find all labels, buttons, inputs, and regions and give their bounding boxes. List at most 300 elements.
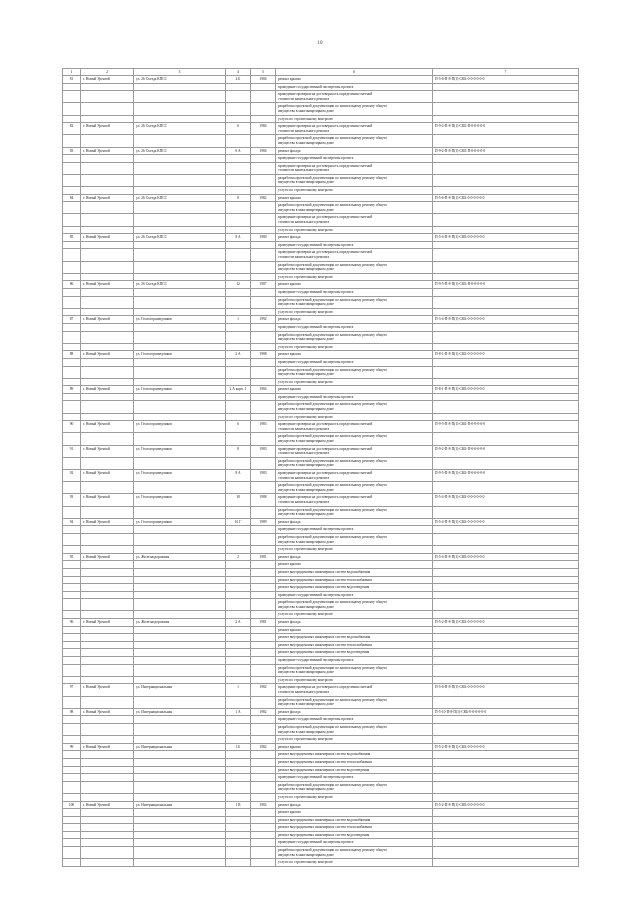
- empty-cell: [433, 413, 579, 421]
- empty-cell: [63, 533, 81, 545]
- empty-cell: [81, 413, 134, 421]
- empty-cell: [433, 433, 579, 445]
- empty-cell: [226, 831, 251, 839]
- work-type-cell: ремонт крыши: [276, 743, 433, 751]
- work-type-cell: услуги по строительному контролю: [276, 343, 433, 351]
- empty-cell: [134, 226, 226, 234]
- empty-cell: [226, 506, 251, 518]
- work-type-cell: услуги по строительному контролю: [276, 859, 433, 867]
- empty-cell: [63, 482, 81, 494]
- year-cell: 1989: [251, 518, 276, 526]
- empty-cell: [251, 433, 276, 445]
- empty-cell: [134, 676, 226, 684]
- empty-cell: [63, 401, 81, 413]
- empty-cell: [134, 331, 226, 343]
- table-subrow: [63, 774, 579, 782]
- table-subrow: [63, 716, 579, 724]
- work-type-cell: проведение государственной экспертизы проекта: [276, 526, 433, 534]
- work-type-cell: разработка проектной документации по капитальному ремонту общего имущества в многоквартирном доме: [276, 261, 433, 273]
- empty-cell: [81, 308, 134, 316]
- empty-cell: [433, 241, 579, 249]
- empty-cell: [63, 115, 81, 123]
- year-cell: 1992: [251, 316, 276, 324]
- empty-cell: [226, 676, 251, 684]
- empty-cell: [81, 103, 134, 115]
- work-type-cell: проведение государственной экспертизы проекта: [276, 591, 433, 599]
- empty-cell: [226, 103, 251, 115]
- table-subrow: [63, 155, 579, 163]
- empty-cell: [226, 288, 251, 296]
- empty-cell: [63, 91, 81, 103]
- empty-cell: [226, 115, 251, 123]
- empty-cell: [134, 187, 226, 195]
- empty-cell: [226, 308, 251, 316]
- empty-cell: [226, 241, 251, 249]
- work-type-cell: проведение государственной экспертизы проекта: [276, 716, 433, 724]
- empty-cell: [134, 591, 226, 599]
- work-type-cell: разработка проектной документации по капитальному ремонту общего имущества в многоквартирном доме: [276, 723, 433, 735]
- empty-cell: [81, 696, 134, 708]
- table-subrow: [63, 599, 579, 611]
- empty-cell: [433, 824, 579, 832]
- city-cell: г. Новый Уренгой: [81, 421, 134, 433]
- empty-cell: [81, 506, 134, 518]
- empty-cell: [134, 91, 226, 103]
- empty-cell: [251, 758, 276, 766]
- empty-cell: [134, 546, 226, 554]
- empty-cell: [134, 103, 226, 115]
- code-cell: П-5-2-П-8-П(1)-СКБ-0-0-0-0-0-0: [433, 801, 579, 809]
- empty-cell: [226, 641, 251, 649]
- empty-cell: [433, 591, 579, 599]
- empty-cell: [134, 568, 226, 576]
- empty-cell: [134, 824, 226, 832]
- year-cell: 1982: [251, 801, 276, 809]
- empty-cell: [251, 716, 276, 724]
- table-subrow: [63, 839, 579, 847]
- work-type-cell: услуги по строительному контролю: [276, 793, 433, 801]
- year-cell: 1984: [251, 386, 276, 394]
- work-type-cell: проведение государственной экспертизы проекта: [276, 839, 433, 847]
- table-subrow: [63, 162, 579, 174]
- empty-cell: [433, 331, 579, 343]
- empty-cell: [226, 366, 251, 378]
- empty-cell: [81, 758, 134, 766]
- empty-cell: [251, 561, 276, 569]
- empty-cell: [433, 343, 579, 351]
- empty-cell: [63, 331, 81, 343]
- code-cell: П-5-6-П-8-П(1)-СКБ-0-0-0-0-0-0: [433, 194, 579, 202]
- row-number-cell: 100: [63, 801, 81, 809]
- table-subrow: [63, 393, 579, 401]
- empty-cell: [226, 758, 251, 766]
- empty-cell: [251, 611, 276, 619]
- empty-cell: [433, 751, 579, 759]
- house-number-cell: 1: [226, 316, 251, 324]
- empty-cell: [63, 249, 81, 261]
- table-row: [63, 470, 579, 482]
- empty-cell: [134, 162, 226, 174]
- empty-cell: [251, 366, 276, 378]
- table-row: [63, 445, 579, 457]
- table-row: [63, 494, 579, 506]
- empty-cell: [81, 366, 134, 378]
- empty-cell: [226, 751, 251, 759]
- table-subrow: [63, 308, 579, 316]
- empty-cell: [134, 296, 226, 308]
- table-subrow: [63, 366, 579, 378]
- house-number-cell: 1 В: [226, 801, 251, 809]
- empty-cell: [433, 506, 579, 518]
- empty-cell: [433, 533, 579, 545]
- work-type-cell: услуги по строительному контролю: [276, 187, 433, 195]
- empty-cell: [134, 174, 226, 186]
- column-header: 4: [226, 69, 251, 76]
- empty-cell: [433, 809, 579, 817]
- work-type-cell: проведение проверки на достоверность определения сметной стоимости капитального ремонта: [276, 421, 433, 433]
- empty-cell: [251, 723, 276, 735]
- empty-cell: [63, 323, 81, 331]
- empty-cell: [433, 831, 579, 839]
- work-type-cell: ремонт фасада: [276, 553, 433, 561]
- empty-cell: [433, 526, 579, 534]
- empty-cell: [433, 611, 579, 619]
- city-cell: г. Новый Уренгой: [81, 281, 134, 289]
- work-type-cell: услуги по строительному контролю: [276, 676, 433, 684]
- empty-cell: [134, 358, 226, 366]
- work-type-cell: проведение государственной экспертизы проекта: [276, 774, 433, 782]
- work-type-cell: ремонт внутридомовых инженерных систем водоснабжения: [276, 634, 433, 642]
- table-subrow: [63, 847, 579, 859]
- empty-cell: [63, 816, 81, 824]
- empty-cell: [63, 657, 81, 665]
- year-cell: 1984: [251, 147, 276, 155]
- row-number-cell: 89: [63, 386, 81, 394]
- city-cell: г. Новый Уренгой: [81, 194, 134, 202]
- empty-cell: [251, 657, 276, 665]
- empty-cell: [81, 657, 134, 665]
- empty-cell: [251, 824, 276, 832]
- work-type-cell: ремонт внутридомовых инженерных систем водоотведения: [276, 766, 433, 774]
- empty-cell: [226, 599, 251, 611]
- empty-cell: [433, 758, 579, 766]
- work-type-cell: услуги по строительному контролю: [276, 611, 433, 619]
- empty-cell: [63, 83, 81, 91]
- empty-cell: [134, 482, 226, 494]
- work-type-cell: ремонт фасада: [276, 518, 433, 526]
- work-type-cell: ремонт внутридомовых инженерных систем водоотведения: [276, 584, 433, 592]
- code-cell: П-8-1-П-8-П(1)-СКБ-0-0-0-0-0-0: [433, 386, 579, 394]
- empty-cell: [251, 413, 276, 421]
- table-subrow: [63, 611, 579, 619]
- empty-cell: [226, 649, 251, 657]
- table-row: [63, 743, 579, 751]
- empty-cell: [226, 766, 251, 774]
- empty-cell: [433, 793, 579, 801]
- empty-cell: [63, 793, 81, 801]
- empty-cell: [433, 847, 579, 859]
- year-cell: 1983: [251, 421, 276, 433]
- empty-cell: [63, 546, 81, 554]
- work-type-cell: проведение проверки на достоверность определения сметной стоимости капитального ремонта: [276, 684, 433, 696]
- empty-cell: [134, 214, 226, 226]
- table-subrow: [63, 824, 579, 832]
- table-subrow: [63, 526, 579, 534]
- row-number-cell: 99: [63, 743, 81, 751]
- work-type-cell: разработка проектной документации по капитальному ремонту общего имущества в многоквартирном доме: [276, 331, 433, 343]
- table-subrow: [63, 736, 579, 744]
- empty-cell: [63, 241, 81, 249]
- street-cell: ул. 26 Съезда КПСС: [134, 281, 226, 289]
- table-subrow: [63, 561, 579, 569]
- empty-cell: [81, 847, 134, 859]
- empty-cell: [226, 847, 251, 859]
- empty-cell: [63, 751, 81, 759]
- empty-cell: [226, 202, 251, 214]
- empty-cell: [433, 657, 579, 665]
- empty-cell: [226, 91, 251, 103]
- table-subrow: [63, 723, 579, 735]
- street-cell: ул. Железнодорожная: [134, 553, 226, 561]
- year-cell: 1988: [251, 351, 276, 359]
- street-cell: ул. 26 Съезда КПСС: [134, 123, 226, 135]
- empty-cell: [433, 781, 579, 793]
- work-type-cell: проведение государственной экспертизы проекта: [276, 241, 433, 249]
- work-type-cell: разработка проектной документации по капитальному ремонту общего имущества в многоквартирном доме: [276, 533, 433, 545]
- empty-cell: [226, 296, 251, 308]
- empty-cell: [251, 816, 276, 824]
- empty-cell: [433, 214, 579, 226]
- street-cell: ул. Интернациональная: [134, 684, 226, 696]
- table-subrow: [63, 751, 579, 759]
- empty-cell: [433, 766, 579, 774]
- empty-cell: [251, 174, 276, 186]
- year-cell: 1980: [251, 234, 276, 242]
- empty-cell: [251, 249, 276, 261]
- empty-cell: [433, 859, 579, 867]
- street-cell: ул. 26 Съезда КПСС: [134, 147, 226, 155]
- work-type-cell: ремонт фасада: [276, 234, 433, 242]
- table-subrow: [63, 296, 579, 308]
- row-number-cell: 90: [63, 421, 81, 433]
- code-cell: П-5-6-П-8-П(1)-СКБ-0-0-0-0-0-0: [433, 684, 579, 696]
- empty-cell: [134, 343, 226, 351]
- empty-cell: [134, 859, 226, 867]
- table-subrow: [63, 115, 579, 123]
- empty-cell: [433, 358, 579, 366]
- work-type-cell: ремонт крыши: [276, 281, 433, 289]
- empty-cell: [134, 506, 226, 518]
- row-number-cell: 91: [63, 445, 81, 457]
- street-cell: ул. Геологоразведчиков: [134, 386, 226, 394]
- empty-cell: [251, 91, 276, 103]
- empty-cell: [81, 859, 134, 867]
- work-type-cell: ремонт внутридомовых инженерных систем водоотведения: [276, 649, 433, 657]
- empty-cell: [134, 433, 226, 445]
- empty-cell: [63, 839, 81, 847]
- street-cell: ул. Интернациональная: [134, 708, 226, 716]
- empty-cell: [134, 526, 226, 534]
- table-row: [63, 281, 579, 289]
- street-cell: ул. Геологоразведчиков: [134, 351, 226, 359]
- work-type-cell: проведение государственной экспертизы проекта: [276, 358, 433, 366]
- empty-cell: [251, 343, 276, 351]
- table-subrow: [63, 214, 579, 226]
- work-type-cell: проведение государственной экспертизы проекта: [276, 657, 433, 665]
- empty-cell: [433, 273, 579, 281]
- empty-cell: [251, 599, 276, 611]
- table-row: [63, 351, 579, 359]
- empty-cell: [251, 226, 276, 234]
- code-cell: П-5-4-П-8-П(1)-СКБ-0-0-0-0-0-0: [433, 494, 579, 506]
- work-type-cell: разработка проектной документации по капитальному ремонту общего имущества в многоквартирном доме: [276, 482, 433, 494]
- table-subrow: [63, 809, 579, 817]
- city-cell: г. Новый Уренгой: [81, 708, 134, 716]
- empty-cell: [251, 241, 276, 249]
- empty-cell: [63, 162, 81, 174]
- work-type-cell: ремонт внутридомовых инженерных систем водоснабжения: [276, 751, 433, 759]
- empty-cell: [433, 774, 579, 782]
- empty-cell: [433, 91, 579, 103]
- table-row: [63, 518, 579, 526]
- empty-cell: [81, 591, 134, 599]
- empty-cell: [226, 413, 251, 421]
- row-number-cell: 83: [63, 147, 81, 155]
- empty-cell: [134, 83, 226, 91]
- house-number-cell: 6: [226, 123, 251, 135]
- table-row: [63, 316, 579, 324]
- empty-cell: [251, 358, 276, 366]
- table-row: [63, 194, 579, 202]
- table-subrow: [63, 641, 579, 649]
- table-subrow: [63, 187, 579, 195]
- empty-cell: [251, 273, 276, 281]
- work-type-cell: ремонт крыши: [276, 194, 433, 202]
- empty-cell: [251, 546, 276, 554]
- empty-cell: [134, 641, 226, 649]
- empty-cell: [134, 413, 226, 421]
- code-cell: П-3-4-П-8-П(1)-СКБ-0-0-0-0-0-0: [433, 316, 579, 324]
- empty-cell: [134, 774, 226, 782]
- empty-cell: [226, 343, 251, 351]
- empty-cell: [433, 296, 579, 308]
- table-row: [63, 386, 579, 394]
- code-cell: П-9-2-П-8-П(1)-СКБ-П-0-0-0-0-0: [433, 123, 579, 135]
- empty-cell: [63, 378, 81, 386]
- city-cell: г. Новый Уренгой: [81, 619, 134, 627]
- code-cell: П-5-6-П-8-П(1)-СКБ-0-0-0-0-0-0: [433, 75, 579, 83]
- empty-cell: [433, 626, 579, 634]
- empty-cell: [81, 135, 134, 147]
- house-number-cell: 8: [226, 194, 251, 202]
- city-cell: г. Новый Уренгой: [81, 147, 134, 155]
- empty-cell: [251, 103, 276, 115]
- work-type-cell: ремонт фасада: [276, 801, 433, 809]
- empty-cell: [226, 358, 251, 366]
- work-type-cell: разработка проектной документации по капитальному ремонту общего имущества в многоквартирном доме: [276, 135, 433, 147]
- table-subrow: [63, 135, 579, 147]
- empty-cell: [226, 261, 251, 273]
- house-number-cell: 2 А: [226, 351, 251, 359]
- row-number-cell: 95: [63, 553, 81, 561]
- empty-cell: [81, 115, 134, 123]
- street-cell: ул. Интернациональная: [134, 801, 226, 809]
- empty-cell: [81, 162, 134, 174]
- empty-cell: [433, 839, 579, 847]
- empty-cell: [226, 591, 251, 599]
- empty-cell: [226, 839, 251, 847]
- empty-cell: [226, 859, 251, 867]
- empty-cell: [63, 261, 81, 273]
- work-type-cell: ремонт фасада: [276, 708, 433, 716]
- empty-cell: [63, 591, 81, 599]
- empty-cell: [134, 657, 226, 665]
- empty-cell: [63, 584, 81, 592]
- empty-cell: [81, 664, 134, 676]
- house-number-cell: 6 А: [226, 147, 251, 155]
- table-subrow: [63, 859, 579, 867]
- street-cell: ул. Геологоразведчиков: [134, 470, 226, 482]
- work-type-cell: разработка проектной документации по капитальному ремонту общего имущества в многоквартирном доме: [276, 664, 433, 676]
- work-type-cell: ремонт внутридомовых инженерных систем водоснабжения: [276, 816, 433, 824]
- work-type-cell: услуги по строительному контролю: [276, 308, 433, 316]
- empty-cell: [226, 634, 251, 642]
- empty-cell: [81, 482, 134, 494]
- empty-cell: [63, 343, 81, 351]
- empty-cell: [251, 847, 276, 859]
- empty-cell: [63, 641, 81, 649]
- empty-cell: [63, 226, 81, 234]
- year-cell: 1982: [251, 708, 276, 716]
- work-type-cell: разработка проектной документации по капитальному ремонту общего имущества в многоквартирном доме: [276, 103, 433, 115]
- city-cell: г. Новый Уренгой: [81, 743, 134, 751]
- empty-cell: [63, 526, 81, 534]
- house-number-cell: 2 А: [226, 619, 251, 627]
- empty-cell: [251, 162, 276, 174]
- city-cell: г. Новый Уренгой: [81, 75, 134, 83]
- empty-cell: [251, 568, 276, 576]
- empty-cell: [433, 202, 579, 214]
- row-number-cell: 85: [63, 234, 81, 242]
- empty-cell: [433, 261, 579, 273]
- year-cell: 1981: [251, 553, 276, 561]
- work-type-cell: ремонт внутридомовых инженерных систем теплоснабжения: [276, 641, 433, 649]
- empty-cell: [251, 859, 276, 867]
- empty-cell: [81, 809, 134, 817]
- street-cell: ул. Геологоразведчиков: [134, 316, 226, 324]
- empty-cell: [81, 241, 134, 249]
- empty-cell: [81, 273, 134, 281]
- work-type-cell: ремонт крыши: [276, 75, 433, 83]
- code-cell: П-9-5-П-8-П(1)-СКБ-П-0-0-0-0-0: [433, 470, 579, 482]
- empty-cell: [81, 649, 134, 657]
- empty-cell: [63, 413, 81, 421]
- table-subrow: [63, 634, 579, 642]
- empty-cell: [134, 626, 226, 634]
- work-type-cell: проведение проверки на достоверность определения сметной стоимости капитального ремонта: [276, 470, 433, 482]
- city-cell: г. Новый Уренгой: [81, 123, 134, 135]
- work-type-cell: ремонт крыши: [276, 386, 433, 394]
- empty-cell: [226, 393, 251, 401]
- empty-cell: [81, 716, 134, 724]
- empty-cell: [134, 115, 226, 123]
- year-cell: 1983: [251, 445, 276, 457]
- city-cell: г. Новый Уренгой: [81, 801, 134, 809]
- empty-cell: [63, 273, 81, 281]
- empty-cell: [63, 831, 81, 839]
- table-subrow: [63, 103, 579, 115]
- work-type-cell: услуги по строительному контролю: [276, 115, 433, 123]
